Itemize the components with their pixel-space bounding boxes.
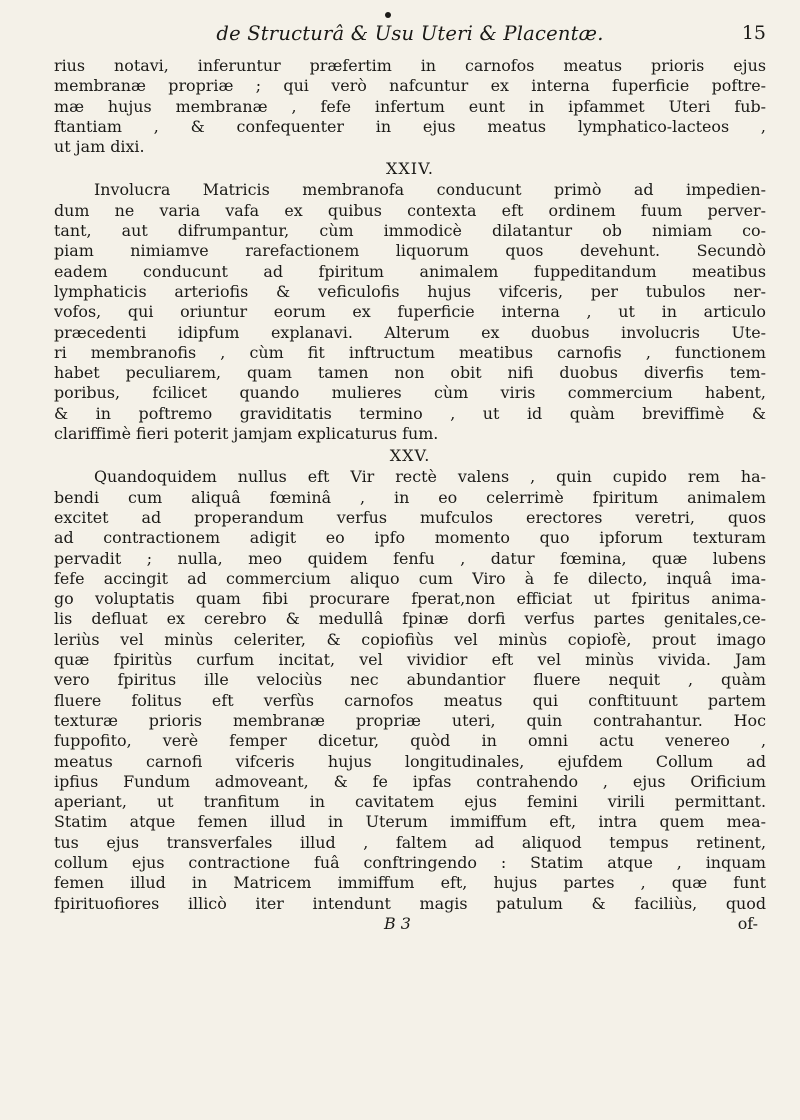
section-heading: XXV.: [389, 446, 431, 466]
text-line: & in poftremo graviditatis termino , ut id quàm breviffimè &: [54, 403, 766, 423]
text-line: ipfius Fundum admoveant, & fe ipfas contrahendo , ejus Orificium: [54, 771, 766, 791]
text-line: Involucra Matricis membranofa conducunt primò ad impedien-: [94, 180, 766, 200]
text-line: excitet ad properandum verfus mufculos erectores veretri, quos: [54, 507, 766, 527]
text-line: poribus, fcilicet quando mulieres cùm viris commercium habent,: [54, 383, 766, 403]
running-header: [54, 22, 766, 56]
text-line: ftantiam , & confequenter in ejus meatus lymphatico-lacteos ,: [54, 116, 766, 136]
text-line: leriùs vel minùs celeriter, & copiofiùs vel minùs copiofè, prout imago: [54, 629, 766, 649]
text-line: fpirituofiores illicò iter intendunt magis patulum & faciliùs, quod: [54, 893, 766, 913]
running-title: de Structurâ & Usu Uteri & Placentæ.: [216, 22, 604, 45]
page-number: 15: [741, 22, 766, 44]
text-line: membranæ propriæ ; qui verò nafcuntur ex interna fuperficie poftre-: [54, 76, 766, 96]
paragraph-sec-xxiv: [54, 158, 766, 444]
text-line: femen illud in Matricem immiffum eft, hujus partes , quæ funt: [54, 873, 766, 893]
text-line: tus ejus transverfales illud , faltem ad aliquod tempus retinent,: [54, 832, 766, 852]
text-line: meatus carnofi vifceris hujus longitudinales, ejufdem Collum ad: [54, 751, 766, 771]
paragraph-sec-xxv: [54, 445, 766, 914]
text-line: collum ejus contractione fuâ conftringendo : Statim atque , inquam: [54, 852, 766, 872]
text-line: Quandoquidem nullus eft Vir rectè valens , quin cupido rem ha-: [94, 467, 766, 487]
text-line: fuppofito, verè femper dicetur, quòd in omni actu venereo ,: [54, 731, 766, 751]
text-line: ri membranofis , cùm fit inftructum meatibus carnofis , functionem: [54, 342, 766, 362]
text-line: lis defluat ex cerebro & medullâ fpinæ dorfi verfus partes genitales,ce-: [54, 609, 766, 629]
section-heading: XXIV.: [386, 159, 434, 179]
text-line: rius notavi, inferuntur præfertim in carnofos meatus prioris ejus: [54, 56, 766, 75]
text-line: habet peculiarem, quam tamen non obit nifi duobus diverfis tem-: [54, 363, 766, 383]
text-line: ad contractionem adigit eo ipfo momento quo ipforum texturam: [54, 528, 766, 548]
text-line: lymphaticis arteriofis & veficulofis hujus vifceris, per tubulos ner-: [54, 281, 766, 301]
paragraph-p-continuation: [54, 56, 766, 157]
text-line: go voluptatis quam fibi procurare fperat,non efficiat ut fpiritus anima-: [54, 589, 766, 609]
text-line: vero fpiritus ille velociùs nec abundantior fluere nequit , quàm: [54, 670, 766, 690]
text-line: quæ fpiritùs curfum incitat, vel vividior eft vel minùs vivida. Jam: [54, 650, 766, 670]
text-line: mæ hujus membranæ , fefe infertum eunt in ipfammet Uteri fub-: [54, 96, 766, 116]
body-text: [54, 56, 766, 914]
text-line: pervadit ; nulla, meo quidem fenfu , datur fœmina, quæ lubens: [54, 548, 766, 568]
text-line: piam nimiamve rarefactionem liquorum quos devehunt. Secundò: [54, 241, 766, 261]
text-line: præcedenti idipfum explanavi. Alterum ex duobus involucris Ute-: [54, 322, 766, 342]
text-line: dum ne varia vafa ex quibus contexta eft ordinem fuum perver-: [54, 200, 766, 220]
text-line: fefe accingit ad commercium aliquo cum Viro à fe dilecto, inquâ ima-: [54, 568, 766, 588]
text-line: clariffimè fieri poterit jamjam explicaturus fum.: [54, 424, 439, 444]
text-line: tant, aut difrumpantur, cùm immodicè dilatantur ob nimiam co-: [54, 221, 766, 241]
text-line: aperiant, ut tranfitum in cavitatem ejus femini virili permittant.: [54, 792, 766, 812]
text-line: eadem conducunt ad fpiritum animalem fuppeditandum meatibus: [54, 261, 766, 281]
signature-mark: B 3: [384, 913, 411, 933]
page-footer: [54, 914, 766, 936]
text-line: bendi cum aliquâ fœminâ , in eo celerrimè fpiritum animalem: [54, 487, 766, 507]
text-line: ut jam dixi.: [54, 137, 145, 157]
catchword: of-: [737, 913, 758, 933]
ink-dot: [385, 12, 391, 18]
text-line: fluere folitus eft verfùs carnofos meatus qui conftituunt partem: [54, 690, 766, 710]
text-line: texturæ prioris membranæ propriæ uteri, quin contrahantur. Hoc: [54, 710, 766, 730]
text-line: vofos, qui oriuntur eorum ex fuperficie interna , ut in articulo: [54, 302, 766, 322]
text-line: Statim atque femen illud in Uterum immiffum eft, intra quem mea-: [54, 812, 766, 832]
